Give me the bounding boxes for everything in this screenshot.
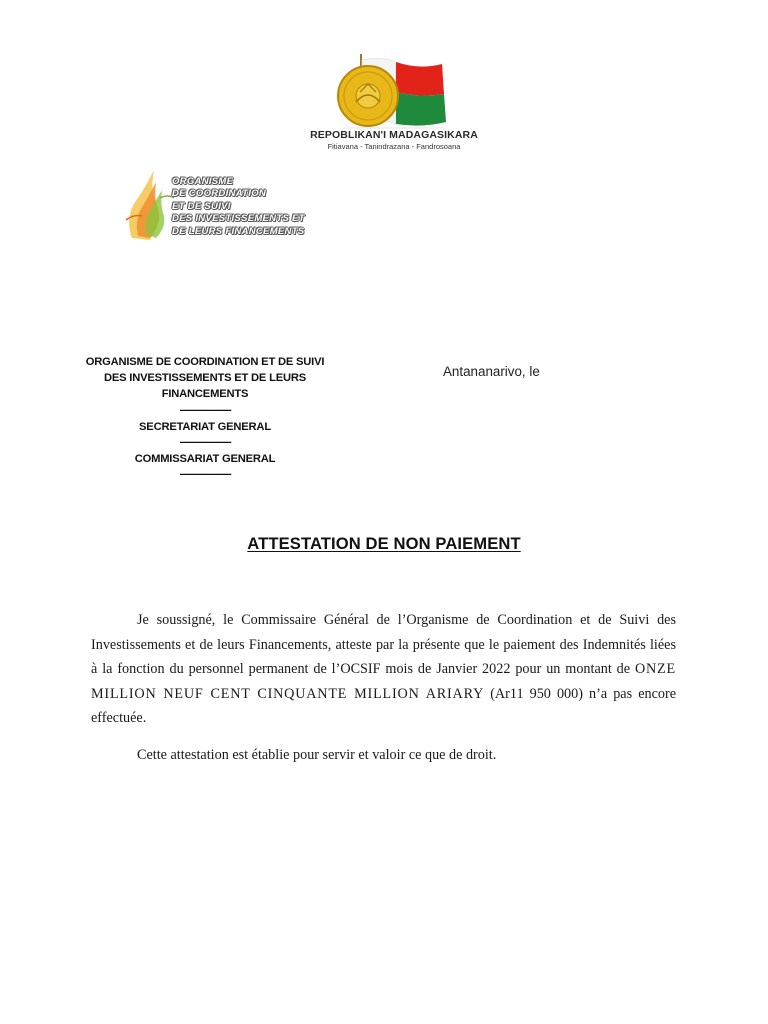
ocsif-logo-line: DE COORDINATION <box>172 188 267 200</box>
republic-name: REPOBLIKAN'I MADAGASIKARA <box>310 129 478 141</box>
ocsif-logo-line: ET DE SUIVI <box>172 200 231 212</box>
org-name-line: DES INVESTISSEMENTS ET DE LEURS <box>103 372 307 385</box>
org-name-line: FINANCEMENTS <box>161 388 249 401</box>
city-date-line: Antananarivo, le <box>443 364 540 379</box>
closing-paragraph: Cette attestation est établie pour servir et valoir ce que de droit. <box>137 746 497 763</box>
paragraph-text: (Ar11 950 000) n’a pas encore effectuée. <box>91 685 676 726</box>
organisation-header <box>80 354 330 483</box>
paragraph-text: Je soussigné, le Commissaire Général de l’Organisme de Coordination et de Suivi des Investissements et de leurs Financements, atteste par la présente que le paiement des Indemnités liées à la fonction du personnel permanent de l’OCSIF mois de Janvier 2022 pour un montant de <box>91 612 676 677</box>
ocsif-logo <box>120 168 335 244</box>
secretariat-label: SECRETARIAT GENERAL <box>139 420 271 433</box>
ocsif-logo-line: ORGANISME <box>172 176 234 187</box>
amount-in-words: ONZE MILLION NEUF CENT CINQUANTE MILLION ARIARY <box>91 661 676 702</box>
republic-motto: Fitiavana - Tanindrazana - Fandrosoana <box>327 142 461 151</box>
document-body <box>91 608 676 779</box>
divider: ------------------------ <box>179 404 231 416</box>
ocsif-logo-line: DES INVESTISSEMENTS ET <box>172 213 305 225</box>
ocsif-logo-text <box>172 176 305 238</box>
divider: ------------------------ <box>179 469 231 481</box>
divider: ------------------------ <box>179 436 231 448</box>
attestation-paragraph <box>91 608 676 731</box>
ocsif-logo-line: DE LEURS FINANCEMENTS <box>172 225 305 237</box>
document-title: ATTESTATION DE NON PAIEMENT <box>247 534 521 553</box>
flag-seal-icon <box>292 52 496 132</box>
republic-emblem <box>292 52 496 156</box>
commissariat-label: COMMISSARIAT GENERAL <box>134 452 276 465</box>
org-name-line: ORGANISME DE COORDINATION ET DE SUIVI <box>85 356 325 368</box>
ocsif-flame-icon <box>120 168 180 244</box>
